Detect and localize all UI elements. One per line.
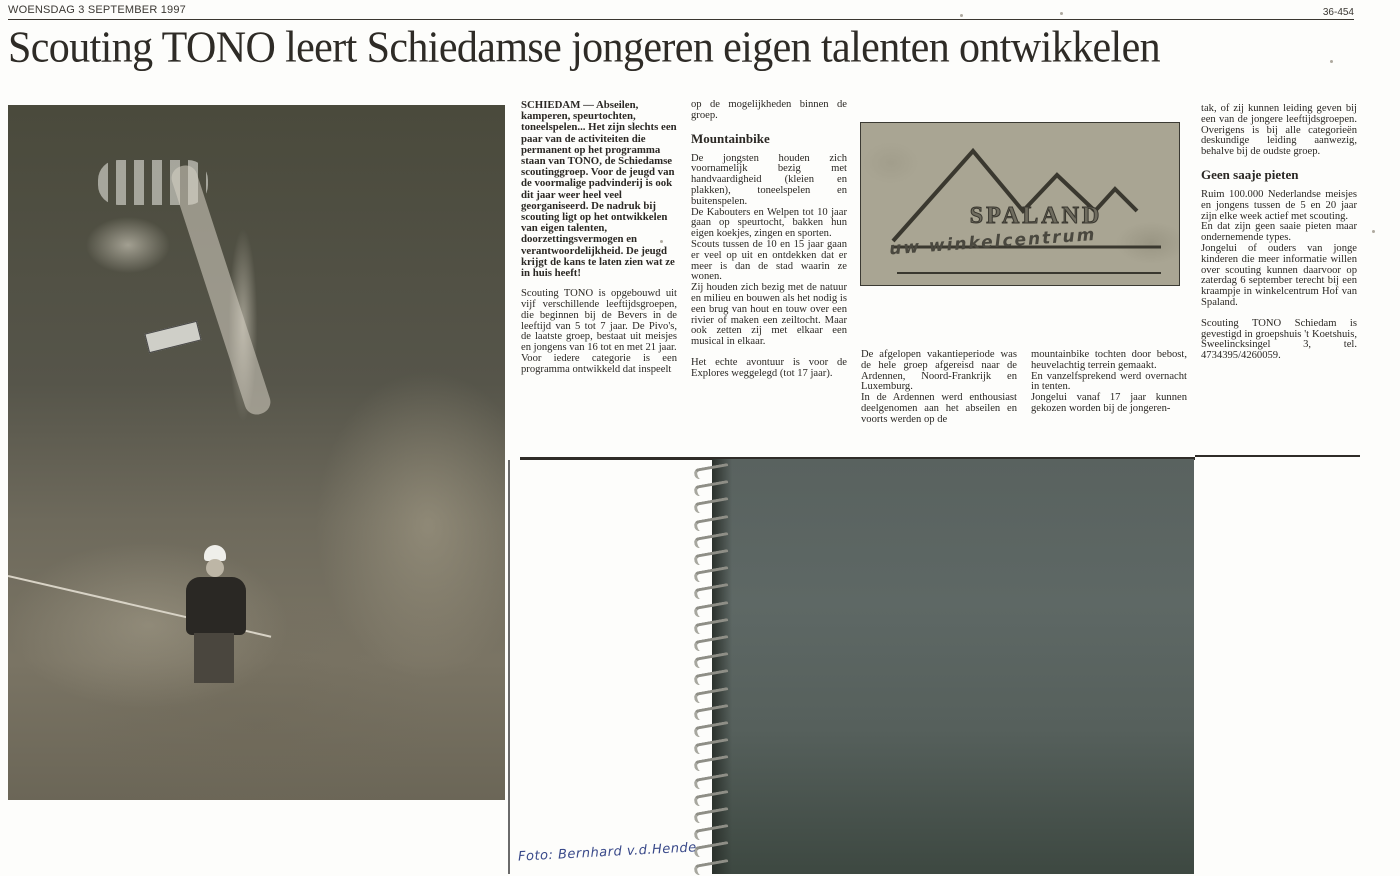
clipping-bottom-edge-right — [1195, 455, 1360, 457]
spiral-ring-icon — [693, 755, 729, 772]
spiral-ring-icon — [693, 549, 729, 566]
paper-speck — [1372, 230, 1375, 233]
scout-torso — [186, 577, 246, 635]
scout-legs — [194, 633, 234, 683]
article-column-5 — [1201, 104, 1357, 362]
paragraph: De Kabouters en Welpen tot 10 jaar gaan op speurtocht, bakken hun eigen koekjes, zingen en sporten. — [691, 206, 847, 240]
spiral-ring-icon — [693, 583, 729, 600]
paragraph: mountainbike tochten door bebost, heuvelachtig terrein gemaakt. — [1031, 349, 1187, 371]
spiral-ring-icon — [693, 704, 729, 721]
paragraph: tak, of zij kunnen leiding geven bij een van de jongere leeftijdsgroepen. Overigens is bij alle categorieën deskundige leiding aanwezig, behalve bij de oudste groep. — [1201, 103, 1357, 158]
publication-date: WOENSDAG 3 SEPTEMBER 1997 — [8, 4, 186, 16]
paragraph: En dat zijn geen saaie pieten maar ondernemende types. — [1201, 221, 1357, 244]
paragraph: In de Ardennen werd enthousiast deelgenomen aan het abseilen en voorts werden op de — [861, 392, 1017, 425]
page-margin-line — [508, 460, 510, 874]
paragraph: De jongsten houden zich voornamelijk bezig met handvaardigheid (kleien en plakken), toneelspelen en buitenspelen. — [691, 152, 847, 207]
paragraph: Zij houden zich bezig met de natuur en milieu en bouwen als het nodig is een brug van hout en touw over een rivier of maken een zeiltocht. Maar ook zetten zij met elkaar een musical in elkaar. — [691, 282, 847, 348]
ad-tagline: uw winkelcentrum — [888, 224, 1097, 260]
spiral-ring-icon — [693, 859, 729, 876]
article-column-4 — [1031, 350, 1187, 415]
spiral-binding — [694, 462, 730, 874]
article-column-2 — [691, 100, 847, 380]
page-number: 36-454 — [1322, 7, 1354, 18]
paragraph: Voor iedere categorie is een programma ontwikkeld dat inspeelt — [521, 353, 677, 375]
paragraph: Scouts tussen de 10 en 15 jaar gaan er veel op uit en ontdekken dat er meer is dan de stad waarin ze wonen. — [691, 238, 847, 283]
paragraph: De afgelopen vakantieperiode was de hele groep afgereisd naar de Ardennen, Noord-Frankrijk en Luxemburg. — [861, 349, 1017, 393]
article-column-1 — [521, 100, 677, 376]
spiral-ring-icon — [693, 687, 729, 704]
bus-image-detail — [144, 321, 201, 353]
ad-brand-name: SPALAND — [969, 203, 1103, 229]
spiral-ring-icon — [693, 790, 729, 807]
spiral-ring-icon — [693, 532, 729, 549]
article-lead: SCHIEDAM — Abseilen, kamperen, speurtochten, toneelspelen... Het zijn slechts een paar van de activiteiten die permanent op het programma staan van TONO, de Schiedamse scoutinggroep. Voor de jeugd van de voormalige padvinderij is ook dit jaar weer heel veel georganiseerd. De nadruk bij scouting ligt op het ontwikkelen van eigen talenten, doorzettingsvermogen en verantwoordelijkheid. De jeugd krijgt de kans te laten zien wat ze in huis heeft! — [521, 99, 677, 280]
spiral-ring-icon — [693, 463, 729, 480]
spiral-ring-icon — [693, 601, 729, 618]
paragraph: Scouting TONO is opgebouwd uit vijf verschillende leeftijdsgroepen, die beginnen bij de Bevers in de leeftijd van 5 tot 7 jaar. De Pivo's, de laatste groep, bestaat uit meisjes en jongens van 16 tot en met 21 jaar. — [521, 288, 677, 354]
road-image-detail — [168, 162, 273, 417]
spiral-ring-icon — [693, 807, 729, 824]
spiral-ring-icon — [693, 652, 729, 669]
spiral-ring-icon — [693, 721, 729, 738]
spiral-ring-icon — [693, 618, 729, 635]
spiral-ring-icon — [693, 824, 729, 841]
spiral-ring-icon — [693, 841, 729, 858]
paragraph: En vanzelfsprekend werd overnacht in tenten. — [1031, 370, 1187, 393]
paragraph: Het echte avontuur is voor de Explores weggelegd (tot 17 jaar). — [691, 356, 847, 379]
paper-speck — [960, 14, 963, 17]
spiral-ring-icon — [693, 480, 729, 497]
paper-speck — [660, 240, 663, 243]
paper-speck — [1330, 60, 1333, 63]
spiral-ring-icon — [693, 669, 729, 686]
paragraph: Jongelui of ouders van jonge kinderen die meer informatie willen over scouting kunnen daarvoor op zaterdag 6 september terecht bij een kraampje in winkelcentrum Hof van Spaland. — [1201, 242, 1357, 308]
article-photo — [8, 105, 505, 800]
spiral-ring-icon — [693, 738, 729, 755]
spiral-ring-icon — [693, 635, 729, 652]
article-column-3 — [861, 350, 1017, 426]
masthead — [8, 4, 1354, 20]
paper-speck — [1060, 12, 1063, 15]
scout-abseiling-image-detail — [168, 545, 238, 665]
spiral-ring-icon — [693, 515, 729, 532]
subheading-mountainbike: Mountainbike — [691, 130, 770, 146]
paragraph: Scouting TONO Schiedam is gevestigd in groepshuis 't Koetshuis, Sweelincksingel 3, tel. 4734395/4260059. — [1201, 317, 1357, 362]
subheading-geen-saaje-pieten: Geen saaje pieten — [1201, 166, 1299, 182]
photo-credit-handwritten: Foto: Bernhard v.d.Hende — [517, 840, 698, 865]
paragraph: op de mogelijkheden binnen de groep. — [691, 99, 847, 121]
spiral-ring-icon — [693, 566, 729, 583]
spiral-ring-icon — [693, 497, 729, 514]
spaland-advertisement — [860, 122, 1180, 286]
spiral-ring-icon — [693, 773, 729, 790]
paragraph: Ruim 100.000 Nederlandse meisjes en jongens tussen de 5 en 20 jaar zijn elke week actief met scouting. — [1201, 188, 1357, 222]
headline: Scouting TONO leert Schiedamse jongeren eigen talenten ontwikkelen — [8, 23, 1161, 72]
paragraph: Jongelui vanaf 17 jaar kunnen gekozen worden bij de jongeren- — [1031, 392, 1187, 414]
binder-cover — [712, 459, 1194, 874]
scout-head — [206, 559, 224, 577]
